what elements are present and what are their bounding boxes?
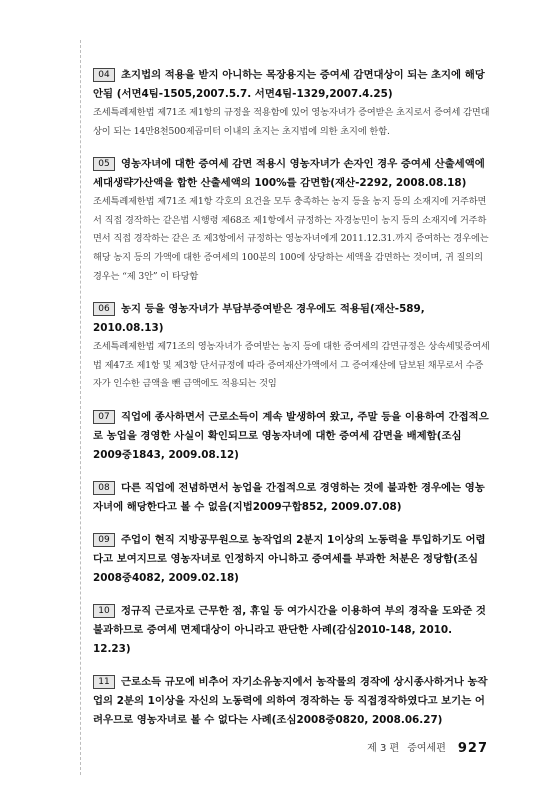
entry-06 bbox=[93, 300, 490, 394]
entry-heading-text: 초지법의 적용을 받지 아니하는 목장용지는 증여세 감면대상이 되는 초지에 해당안됨 (서면4팀-1505,2007.5.7. 서면4팀-1329,2007.4.25) bbox=[93, 69, 485, 100]
margin-dashed-line bbox=[80, 40, 81, 775]
footer-section-label: 증여세편 bbox=[407, 743, 446, 754]
document-body bbox=[93, 66, 490, 744]
entry-08 bbox=[93, 479, 490, 517]
entry-heading-text: 농지 등을 영농자녀가 부담부증여받은 경우에도 적용됨(재산-589, 2010.08.13) bbox=[93, 303, 425, 335]
entry-heading bbox=[93, 66, 490, 104]
entry-heading bbox=[93, 300, 490, 338]
page-number: 927 bbox=[457, 741, 488, 756]
entry-heading bbox=[93, 155, 490, 193]
entry-heading-text: 정규직 근로자로 근무한 점, 휴일 등 여가시간을 이용하여 부의 경작을 도와준 것불과하므로 증여세 면제대상이 아니라고 판단한 사례(감심2010-148, 2010. 12.23) bbox=[93, 604, 486, 655]
entry-number-badge: 07 bbox=[93, 410, 115, 424]
entry-heading-text: 직업에 종사하면서 근로소득이 계속 발생하여 왔고, 주말 등을 이용하여 간접적으로 농업을 경영한 사실이 확인되므로 영농자녀에 대한 증여세 감면을 배제함(조심2009중1843, 2009.08.12) bbox=[93, 410, 489, 461]
entry-heading bbox=[93, 408, 490, 465]
footer-part-label: 제 3 편 bbox=[367, 743, 400, 754]
entry-number-badge: 10 bbox=[93, 604, 115, 618]
entry-04 bbox=[93, 66, 490, 141]
entry-number-badge: 11 bbox=[93, 675, 115, 689]
entry-heading bbox=[93, 602, 490, 659]
entry-number-badge: 05 bbox=[93, 157, 115, 171]
entry-heading bbox=[93, 479, 490, 517]
entry-heading-text: 주업이 현직 지방공무원으로 농작업의 2분지 1이상의 노동력을 투입하기도 어렵다고 보여지므로 영농자녀로 인정하지 아니하고 증여세를 부과한 처분은 정당함(조심2008중4082, 2009.02.18) bbox=[93, 533, 486, 584]
page-footer bbox=[367, 739, 488, 756]
entry-heading bbox=[93, 531, 490, 588]
entry-heading-text: 다른 직업에 전념하면서 농업을 간접적으로 경영하는 것에 불과한 경우에는 영농자녀에 해당한다고 볼 수 없음(지법2009구합852, 2009.07.08) bbox=[93, 481, 485, 513]
entry-body-text: 조세특례제한법 제71조의 영농자녀가 증여받는 농지 등에 대한 증여세의 감면규정은 상속세및증여세법 제47조 제1항 및 제3항 단서규정에 따라 증여재산가액에서 그 증여재산에 담보된 채무로서 수증자가 인수한 금액을 뺀 금액에도 적용되는 것임 bbox=[93, 341, 490, 390]
entry-number-badge: 04 bbox=[93, 68, 115, 82]
entry-body-text: 조세특례제한법 제71조 제1항 각호의 요건을 모두 충족하는 농지 등을 농지 등의 소재지에 거주하면서 직접 경작하는 같은법 시행령 제68조 제1항에서 규정하는 자경농민이 농지 등의 소재지에 거주하면서 직접 경작하는 같은 조 제3항에서 규정하는 영농자녀에게 2011.12.31.까지 증여하는 경우에는 해당 농지 등의 가액에 대한 증여세의 100분의 100에 상당하는 세액을 감면하는 것이며, 귀 질의의 경우는 “제 3안” 이 타당함 bbox=[93, 196, 489, 282]
entry-heading-text: 영농자녀에 대한 증여세 감면 적용시 영농자녀가 손자인 경우 증여세 산출세액에 세대생략가산액을 합한 산출세액의 100%를 감면함(재산-2292, 2008.08.18) bbox=[93, 158, 485, 190]
entry-10 bbox=[93, 602, 490, 659]
entry-heading-text: 근로소득 규모에 비추어 자기소유농지에서 농작물의 경작에 상시종사하거나 농작업의 2분의 1이상을 자신의 노동력에 의하여 경작하는 등 직접경작하였다고 보기는 어려우므로 영농자녀로 볼 수 없다는 사례(조심2008중0820, 2008.06.27) bbox=[93, 675, 488, 726]
entry-number-badge: 06 bbox=[93, 302, 115, 316]
entry-number-badge: 08 bbox=[93, 481, 115, 495]
entry-heading bbox=[93, 673, 490, 730]
entry-07 bbox=[93, 408, 490, 465]
entry-09 bbox=[93, 531, 490, 588]
entry-body-text: 조세특례제한법 제71조 제1항의 규정을 적용함에 있어 영농자녀가 증여받은 초지로서 증여세 감면대상이 되는 14만8천500제곱미터 이내의 초지는 초지법에 의한 초지에 한함. bbox=[93, 107, 490, 137]
entry-05 bbox=[93, 155, 490, 286]
entry-11 bbox=[93, 673, 490, 730]
entry-number-badge: 09 bbox=[93, 533, 115, 547]
